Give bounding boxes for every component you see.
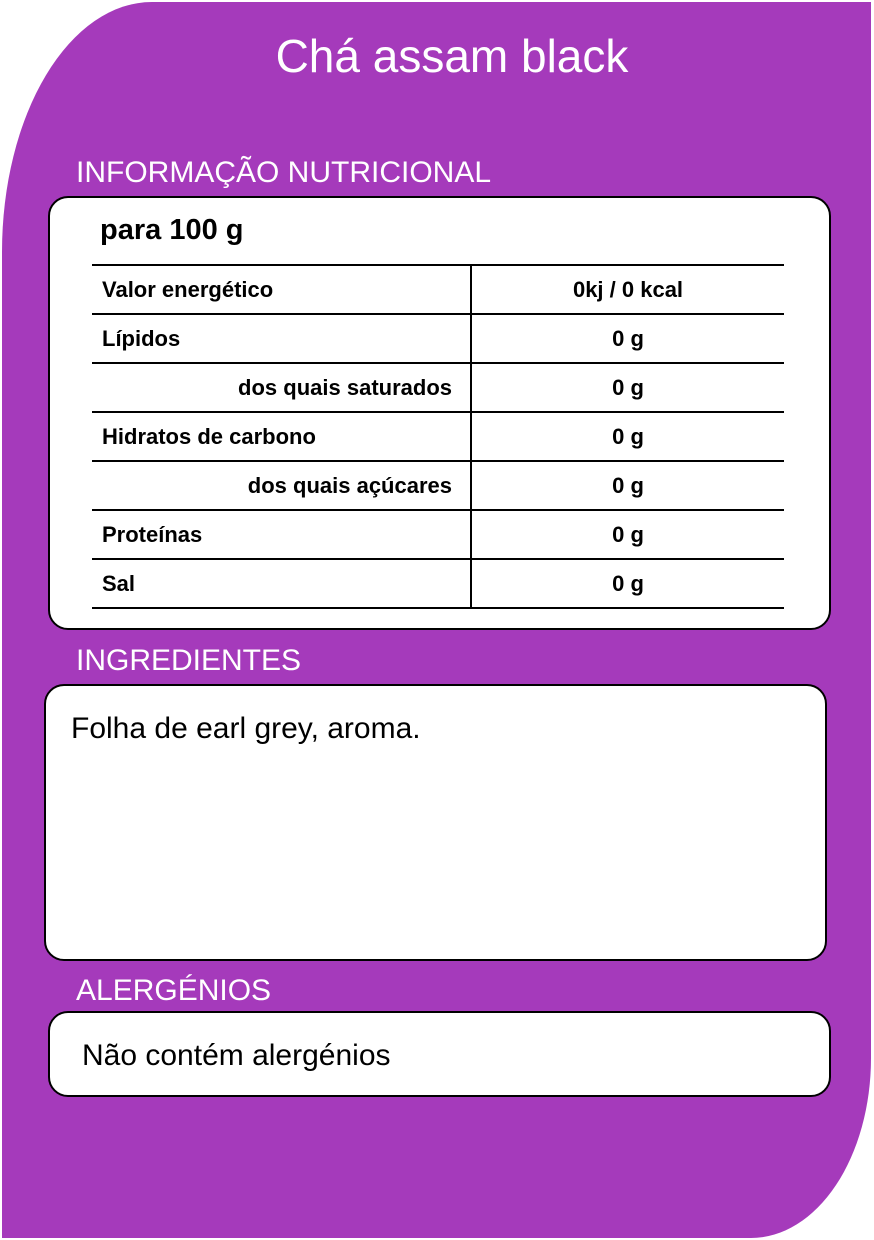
nutrient-value: 0 g [471, 363, 784, 412]
ingredients-text: Folha de earl grey, aroma. [71, 712, 421, 745]
serving-size: para 100 g [100, 214, 244, 246]
nutrient-name: Hidratos de carbono [92, 412, 471, 461]
nutrient-value: 0 g [471, 314, 784, 363]
table-row [92, 510, 784, 559]
nutrient-value: 0 g [471, 559, 784, 608]
table-row [92, 363, 784, 412]
nutrient-name: Valor energético [92, 265, 471, 314]
nutrient-name: Lípidos [92, 314, 471, 363]
allergens-text: Não contém alergénios [82, 1039, 391, 1072]
table-row [92, 559, 784, 608]
ingredients-section-label: INGREDIENTES [76, 644, 302, 677]
nutrient-value: 0 g [471, 412, 784, 461]
nutrient-name: dos quais saturados [92, 363, 471, 412]
nutrient-value: 0 g [471, 461, 784, 510]
label-card [2, 2, 871, 1238]
table-row [92, 412, 784, 461]
table-row [92, 265, 784, 314]
allergens-panel [48, 1011, 831, 1097]
nutrient-value: 0 g [471, 510, 784, 559]
nutrient-name: Sal [92, 559, 471, 608]
nutrition-section-label: INFORMAÇÃO NUTRICIONAL [76, 156, 492, 189]
nutrient-value: 0kj / 0 kcal [471, 265, 784, 314]
product-title: Chá assam black [275, 30, 629, 82]
nutrition-panel [48, 196, 831, 630]
nutrient-name: dos quais açúcares [92, 461, 471, 510]
ingredients-panel [44, 684, 827, 961]
nutrition-table [92, 264, 784, 609]
table-row [92, 314, 784, 363]
table-row [92, 461, 784, 510]
allergens-section-label: ALERGÉNIOS [76, 974, 272, 1007]
nutrient-name: Proteínas [92, 510, 471, 559]
